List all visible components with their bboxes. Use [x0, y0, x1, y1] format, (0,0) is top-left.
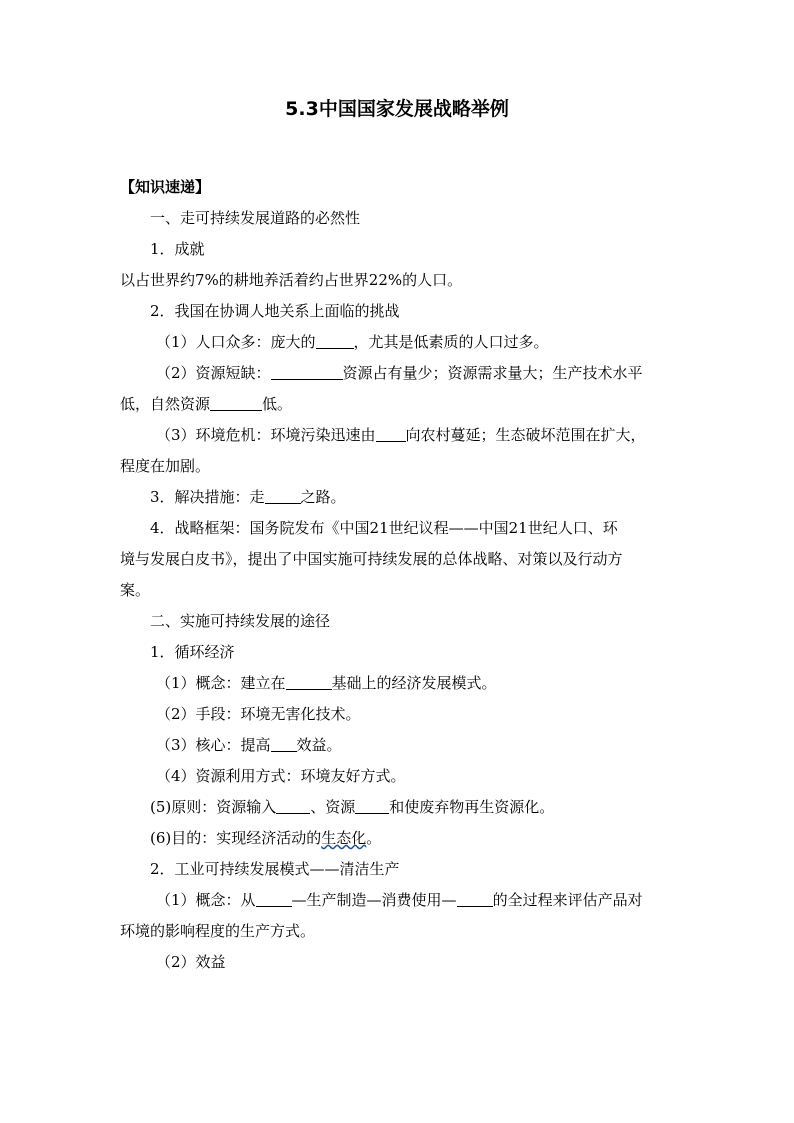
circular-principle-a: (5)原则：资源输入	[150, 798, 277, 816]
part1-item3	[120, 482, 680, 513]
circular-concept	[120, 668, 680, 699]
challenge-environment-cont: 程度在加剧。	[120, 457, 211, 475]
circular-core	[120, 730, 680, 761]
fill-blank	[376, 424, 406, 442]
clean-benefit: （2）效益	[156, 953, 226, 971]
fill-blank	[210, 393, 262, 411]
challenge-population-a: （1）人口众多：庞大的	[156, 333, 316, 351]
circular-core-a: （3）核心：提高	[156, 736, 271, 754]
challenge-resources-b: 资源占有量少；资源需求量大；生产技术水平	[342, 364, 643, 382]
part1-heading: 一、走可持续发展道路的必然性	[150, 209, 361, 227]
page-title: 5.3中国国家发展战略举例	[285, 98, 509, 120]
challenge-resources	[120, 358, 680, 389]
circular-principle	[120, 792, 680, 823]
challenge-resources-c: 低，自然资源	[120, 395, 211, 413]
challenge-resources-a: （2）资源短缺：	[156, 364, 271, 382]
fill-blank	[276, 796, 310, 814]
section-label: 【知识速递】	[120, 178, 211, 196]
clean-concept-cont: 环境的影响程度的生产方式。	[120, 922, 316, 940]
part2-item1: 1．循环经济	[150, 643, 235, 661]
part1-item2: 2．我国在协调人地关系上面临的挑战	[150, 302, 400, 320]
fill-blank	[256, 889, 292, 907]
circular-principle-c: 和使废弃物再生资源化。	[389, 798, 555, 816]
challenge-environment-a: （3）环境危机：环境污染迅速由	[156, 426, 376, 444]
part2-heading: 二、实施可持续发展的途径	[150, 612, 331, 630]
circular-concept-b: 基础上的经济发展模式。	[331, 674, 497, 692]
clean-concept	[120, 885, 680, 916]
fill-blank	[457, 889, 493, 907]
fill-blank	[355, 796, 389, 814]
circular-concept-a: （1）概念：建立在	[156, 674, 286, 692]
part1-item3-b: 之路。	[300, 488, 346, 506]
challenge-environment	[120, 420, 680, 451]
challenge-resources-cont	[120, 389, 680, 420]
circular-goal-a: (6)目的：实现经济活动的	[150, 829, 322, 847]
challenge-population-b: ，尤其是低素质的人口过多。	[353, 333, 549, 351]
part1-item4-end: 案。	[120, 581, 151, 599]
challenge-population	[120, 327, 680, 358]
part1-item4-cont: 境与发展白皮书》，提出了中国实施可持续发展的总体战略、对策以及行动方	[120, 550, 623, 568]
circular-goal-c: 。	[366, 829, 382, 847]
challenge-resources-d: 低。	[262, 395, 293, 413]
part1-item4: 4．战略框架：国务院发布《中国21世纪议程——中国21世纪人口、环	[150, 519, 618, 537]
circular-principle-b: 、资源	[310, 798, 356, 816]
fill-blank	[265, 486, 301, 504]
document-body	[120, 172, 680, 978]
part1-item1-text: 以占世界约7%的耕地养活着约占世界22%的人口。	[120, 271, 463, 289]
clean-concept-a: （1）概念：从	[156, 891, 256, 909]
circular-goal	[120, 823, 680, 854]
fill-blank	[286, 672, 332, 690]
circular-goal-b: 生态化	[321, 829, 367, 847]
fill-blank	[271, 734, 297, 752]
clean-concept-b: —生产制造—消费使用—	[291, 891, 457, 909]
circular-core-b: 效益。	[296, 736, 342, 754]
fill-blank	[271, 362, 343, 380]
clean-concept-c: 的全过程来评估产品对	[492, 891, 643, 909]
fill-blank	[316, 331, 354, 349]
challenge-environment-b: 向农村蔓延；生态破坏范围在扩大，	[405, 426, 646, 444]
part1-item3-a: 3．解决措施：走	[150, 488, 265, 506]
part2-item2: 2．工业可持续发展模式——清洁生产	[150, 860, 400, 878]
part1-item1: 1．成就	[150, 240, 205, 258]
circular-method: （4）资源利用方式：环境友好方式。	[156, 767, 406, 785]
circular-means: （2）手段：环境无害化技术。	[156, 705, 361, 723]
